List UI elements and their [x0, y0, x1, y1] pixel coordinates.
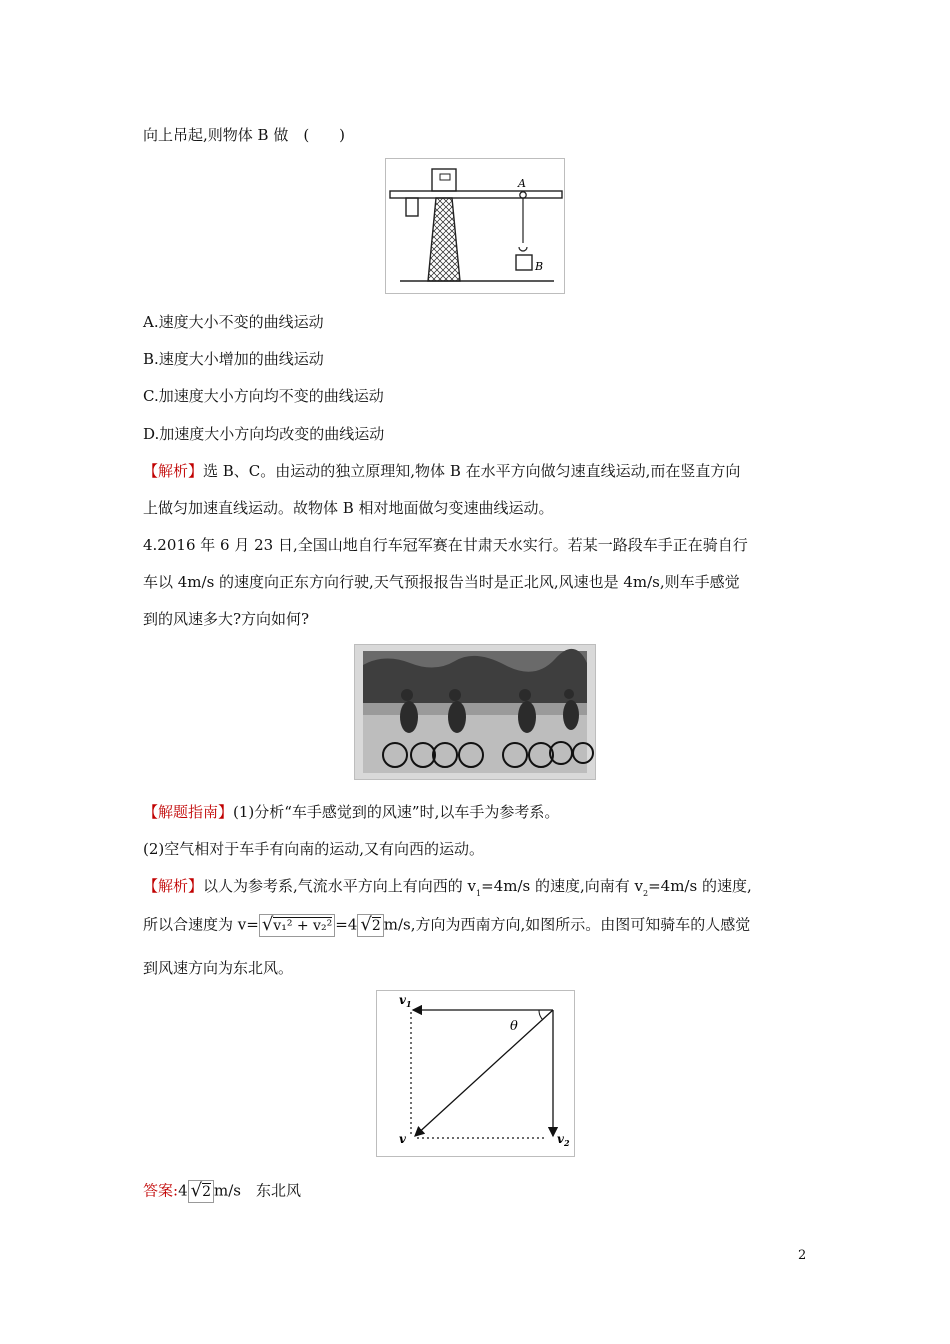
analysis2-line3: 到风速方向为东北风。 [143, 959, 294, 977]
cyclists-drawing [355, 645, 595, 779]
radical-icon: √ [360, 914, 372, 935]
guide-line2: (2)空气相对于车手有向南的运动,又有向西的运动。 [143, 840, 485, 858]
label-a: A [518, 177, 526, 190]
answer-root: 2 [202, 1184, 212, 1200]
guide-tag: 【解题指南】 [143, 803, 234, 821]
crane-drawing [386, 159, 564, 293]
analysis2-tag: 【解析】 [143, 877, 204, 895]
analysis2-sub1: 1 [476, 889, 482, 898]
guide-line1 [143, 802, 559, 822]
q3-tail: 向上吊起,则物体 B 做 ( ) [143, 126, 346, 144]
sqrt-formula-text: v₁² + v₂² [273, 918, 333, 934]
v2-label: $v_2$ [557, 1132, 570, 1148]
answer-prefix: 4 [178, 1181, 188, 1200]
analysis2-l2b: =4 [335, 915, 358, 934]
option-d: D.加速度大小方向均改变的曲线运动 [143, 425, 385, 443]
theta-label: θ [510, 1019, 518, 1034]
answer-sqrt [188, 1180, 214, 1203]
analysis1-line1 [143, 461, 740, 481]
analysis1-tag: 【解析】 [143, 462, 204, 480]
sqrt-two [357, 914, 383, 937]
answer-line [143, 1180, 301, 1203]
option-c: C.加速度大小方向均不变的曲线运动 [143, 387, 384, 405]
q4-line1: 4.2016 年 6 月 23 日,全国山地自行车冠军赛在甘肃天水实行。若某一路段车手正在骑自行 [143, 536, 748, 554]
guide-text1: (1)分析“车手感觉到的风速”时,以车手为参考系。 [233, 803, 560, 821]
label-b: B [535, 260, 544, 273]
analysis2-l2c: m/s,方向为西南方向,如图所示。由图可知骑车的人感觉 [383, 915, 751, 934]
analysis2-l1c: =4m/s 的速度, [648, 877, 752, 895]
analysis2-line2 [143, 914, 750, 937]
vector-diagram [376, 990, 575, 1157]
q4-line3: 到的风速多大?方向如何? [143, 610, 310, 628]
answer-suffix: m/s 东北风 [214, 1181, 301, 1200]
vector-drawing [377, 991, 574, 1156]
analysis2-l1b: =4m/s 的速度,向南有 v [481, 877, 643, 895]
cyclists-photo [354, 644, 596, 780]
q4-line2: 车以 4m/s 的速度向正东方向行驶,天气预报报告当时是正北风,风速也是 4m/s,则车手感觉 [143, 573, 740, 591]
crane-figure [385, 158, 565, 294]
analysis1-text1: 选 B、C。由运动的独立原理知,物体 B 在水平方向做匀速直线运动,而在竖直方向 [203, 462, 741, 480]
page-number: 2 [798, 1248, 807, 1263]
v-label: v [399, 1132, 406, 1146]
sqrt-two-text: 2 [371, 918, 381, 934]
analysis2-l1a: 以人为参考系,气流水平方向上有向西的 v [203, 877, 477, 895]
sqrt-formula [259, 914, 335, 937]
analysis2-line1 [143, 876, 752, 904]
option-b: B.速度大小增加的曲线运动 [143, 350, 324, 368]
radical-icon: √ [261, 914, 274, 935]
analysis1-line2: 上做匀加速直线运动。故物体 B 相对地面做匀变速曲线运动。 [143, 499, 554, 517]
radical-icon: √ [190, 1180, 203, 1201]
analysis2-l2a: 所以合速度为 v= [143, 915, 259, 934]
analysis2-sub2: 2 [643, 889, 649, 898]
option-a: A.速度大小不变的曲线运动 [143, 313, 324, 331]
answer-tag: 答案: [143, 1181, 179, 1200]
v1-label: $v_1$ [399, 993, 412, 1009]
